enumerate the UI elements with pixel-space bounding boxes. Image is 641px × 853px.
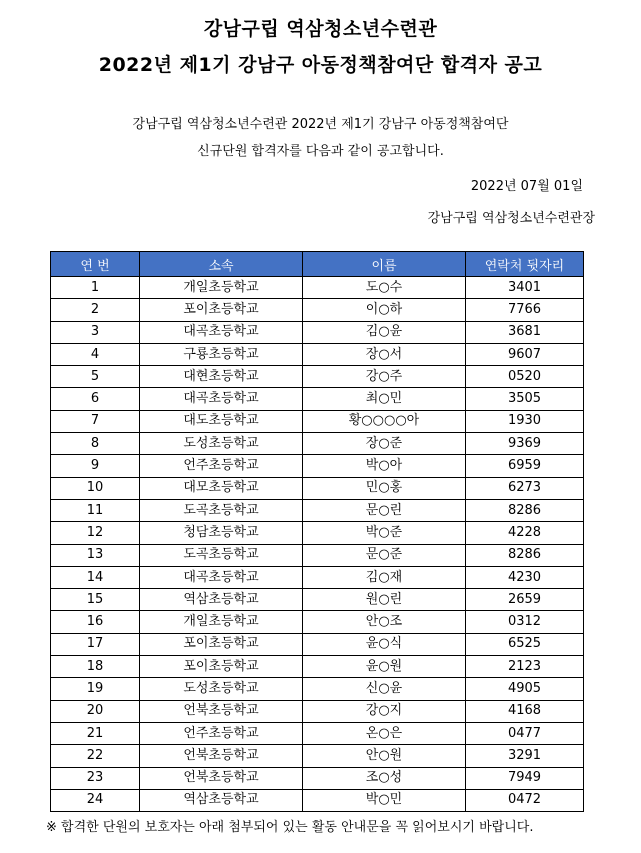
table-row	[51, 388, 584, 410]
cell-name: 안○조	[303, 611, 466, 633]
cell-school: 역삼초등학교	[140, 789, 303, 811]
cell-school: 대곡초등학교	[140, 566, 303, 588]
cell-number: 16	[51, 611, 140, 633]
document-title-line1: 강남구립 역삼청소년수련관	[203, 18, 438, 40]
header-contact: 연락처 뒷자리	[466, 252, 584, 277]
table-row	[51, 433, 584, 455]
participant-table	[50, 251, 584, 812]
table-row	[51, 343, 584, 365]
cell-name: 최○민	[303, 388, 466, 410]
cell-school: 포이초등학교	[140, 633, 303, 655]
cell-school: 언주초등학교	[140, 722, 303, 744]
cell-name: 안○원	[303, 745, 466, 767]
cell-number: 14	[51, 566, 140, 588]
cell-school: 개일초등학교	[140, 611, 303, 633]
table-row	[51, 656, 584, 678]
cell-school: 언북초등학교	[140, 700, 303, 722]
cell-contact: 0312	[466, 611, 584, 633]
cell-contact: 3681	[466, 321, 584, 343]
table-row	[51, 566, 584, 588]
cell-number: 7	[51, 410, 140, 432]
table-row	[51, 722, 584, 744]
cell-name: 황○○○○아	[303, 410, 466, 432]
cell-contact: 6525	[466, 633, 584, 655]
cell-name: 원○린	[303, 589, 466, 611]
table-row	[51, 321, 584, 343]
cell-name: 온○은	[303, 722, 466, 744]
cell-number: 11	[51, 499, 140, 521]
cell-name: 조○성	[303, 767, 466, 789]
cell-school: 도성초등학교	[140, 678, 303, 700]
cell-contact: 2659	[466, 589, 584, 611]
document-title-line2: 2022년 제1기 강남구 아동정책참여단 합격자 공고	[98, 54, 543, 76]
cell-number: 15	[51, 589, 140, 611]
footnote: ※ 합격한 단원의 보호자는 아래 첨부되어 있는 활동 안내문을 꼭 읽어보시기 바랍니다.	[46, 820, 534, 835]
cell-number: 20	[51, 700, 140, 722]
table-row	[51, 678, 584, 700]
cell-number: 3	[51, 321, 140, 343]
cell-name: 문○린	[303, 499, 466, 521]
cell-contact: 4228	[466, 522, 584, 544]
cell-contact: 4230	[466, 566, 584, 588]
cell-school: 언북초등학교	[140, 745, 303, 767]
cell-school: 도곡초등학교	[140, 499, 303, 521]
cell-name: 박○민	[303, 789, 466, 811]
cell-contact: 0520	[466, 366, 584, 388]
cell-school: 구룡초등학교	[140, 343, 303, 365]
cell-school: 대곡초등학교	[140, 388, 303, 410]
cell-number: 2	[51, 299, 140, 321]
cell-school: 청담초등학교	[140, 522, 303, 544]
cell-name: 윤○식	[303, 633, 466, 655]
cell-number: 13	[51, 544, 140, 566]
cell-school: 대도초등학교	[140, 410, 303, 432]
cell-contact: 6273	[466, 477, 584, 499]
cell-contact: 9369	[466, 433, 584, 455]
intro-line1: 강남구립 역삼청소년수련관 2022년 제1기 강남구 아동정책참여단	[132, 117, 509, 132]
cell-school: 도곡초등학교	[140, 544, 303, 566]
table-row	[51, 544, 584, 566]
cell-school: 대모초등학교	[140, 477, 303, 499]
cell-school: 대곡초등학교	[140, 321, 303, 343]
cell-number: 23	[51, 767, 140, 789]
cell-contact: 3291	[466, 745, 584, 767]
cell-name: 신○윤	[303, 678, 466, 700]
table-row	[51, 499, 584, 521]
table-row	[51, 589, 584, 611]
cell-contact: 3505	[466, 388, 584, 410]
cell-name: 박○아	[303, 455, 466, 477]
cell-contact: 3401	[466, 277, 584, 299]
cell-name: 강○지	[303, 700, 466, 722]
cell-name: 이○하	[303, 299, 466, 321]
issuer-name: 강남구립 역삼청소년수련관장	[427, 211, 595, 226]
table-row	[51, 299, 584, 321]
announcement-date: 2022년 07월 01일	[470, 179, 583, 194]
cell-contact: 4168	[466, 700, 584, 722]
cell-school: 포이초등학교	[140, 656, 303, 678]
cell-contact: 0472	[466, 789, 584, 811]
cell-number: 21	[51, 722, 140, 744]
cell-contact: 8286	[466, 544, 584, 566]
cell-number: 8	[51, 433, 140, 455]
cell-number: 19	[51, 678, 140, 700]
intro-line2: 신규단원 합격자를 다음과 같이 공고합니다.	[197, 144, 444, 159]
cell-school: 포이초등학교	[140, 299, 303, 321]
cell-name: 장○서	[303, 343, 466, 365]
table-row	[51, 745, 584, 767]
cell-school: 역삼초등학교	[140, 589, 303, 611]
table-row	[51, 611, 584, 633]
header-school: 소속	[140, 252, 303, 277]
cell-contact: 9607	[466, 343, 584, 365]
cell-number: 18	[51, 656, 140, 678]
cell-contact: 7949	[466, 767, 584, 789]
table-row	[51, 633, 584, 655]
table-row	[51, 277, 584, 299]
cell-contact: 4905	[466, 678, 584, 700]
table-row	[51, 477, 584, 499]
cell-name: 민○홍	[303, 477, 466, 499]
cell-number: 5	[51, 366, 140, 388]
header-number: 연 번	[51, 252, 140, 277]
table-row	[51, 789, 584, 811]
cell-name: 강○주	[303, 366, 466, 388]
table-row	[51, 366, 584, 388]
cell-name: 김○윤	[303, 321, 466, 343]
cell-contact: 0477	[466, 722, 584, 744]
table-row	[51, 700, 584, 722]
cell-number: 17	[51, 633, 140, 655]
cell-contact: 7766	[466, 299, 584, 321]
cell-number: 1	[51, 277, 140, 299]
cell-contact: 6959	[466, 455, 584, 477]
cell-number: 4	[51, 343, 140, 365]
cell-contact: 1930	[466, 410, 584, 432]
table-row	[51, 522, 584, 544]
table-row	[51, 767, 584, 789]
cell-number: 24	[51, 789, 140, 811]
cell-name: 윤○원	[303, 656, 466, 678]
cell-number: 22	[51, 745, 140, 767]
cell-name: 장○준	[303, 433, 466, 455]
table-header-row	[51, 252, 584, 277]
cell-name: 문○준	[303, 544, 466, 566]
table-body	[51, 277, 584, 812]
cell-number: 6	[51, 388, 140, 410]
cell-number: 9	[51, 455, 140, 477]
cell-contact: 8286	[466, 499, 584, 521]
table-row	[51, 410, 584, 432]
cell-school: 언주초등학교	[140, 455, 303, 477]
header-name: 이름	[303, 252, 466, 277]
cell-school: 언북초등학교	[140, 767, 303, 789]
cell-school: 대현초등학교	[140, 366, 303, 388]
cell-school: 도성초등학교	[140, 433, 303, 455]
cell-name: 박○준	[303, 522, 466, 544]
cell-number: 10	[51, 477, 140, 499]
cell-name: 도○수	[303, 277, 466, 299]
cell-number: 12	[51, 522, 140, 544]
cell-contact: 2123	[466, 656, 584, 678]
cell-name: 김○재	[303, 566, 466, 588]
cell-school: 개일초등학교	[140, 277, 303, 299]
table-row	[51, 455, 584, 477]
